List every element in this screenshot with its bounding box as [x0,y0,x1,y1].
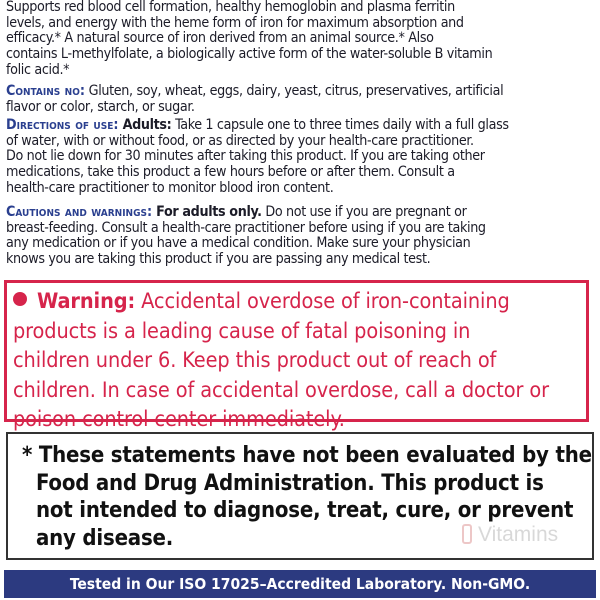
warning-line: children. In case of accidental overdose, call a doctor or [13,377,549,403]
lab-testing-banner: Tested in Our ISO 17025–Accredited Laboratory. Non-GMO. [4,570,596,598]
directions-heading: Directions of use: [6,117,119,133]
contains-no-heading: Contains no: [6,83,85,99]
intro-line: levels, and energy with the heme form of iron for maximum absorption and [6,14,464,31]
cautions-section [6,205,594,268]
contains-no-text: Gluten, soy, wheat, eggs, dairy, yeast, citrus, preservatives, artificial [84,83,504,99]
directions-audience: Adults: [118,117,172,133]
directions-text: of water, with or without food, or as directed by your health-care practitioner. [6,132,474,149]
fda-line: not intended to diagnose, treat, cure, or prevent [36,498,574,523]
intro-line: Supports red blood cell formation, healthy hemoglobin and plasma ferritin [6,0,455,15]
contains-no-text: flavor or color, starch, or sugar. [6,98,195,115]
warning-line: Accidental overdose of iron-containing [135,289,510,314]
warning-line: poison control center immediately. [13,407,345,432]
warning-line: products is a leading cause of fatal poisoning in [13,318,471,344]
watermark-text: Vitamins [478,523,559,546]
warning-line: children under 6. Keep this product out of reach of [13,348,497,373]
fda-line: * These statements have not been evaluated by the [22,443,592,468]
cautions-text: any medication or if you have a medical condition. Make sure your physician [6,235,471,252]
intro-line: contains L-methylfolate, a biologically active form of the water-soluble B vitamin [6,46,493,63]
cautions-text: breast-feeding. Consult a health-care practitioner before using if you are taking [6,219,486,236]
directions-text: medications, take this product a few hours before or after them. Consult a [6,164,455,181]
cautions-text: knows you are taking this product if you are passing any medical test. [6,251,431,268]
warning-box [4,280,589,432]
intro-line: efficacy.* A natural source of iron derived from an animal source.* Also [6,30,434,47]
warning-bullet-icon [13,292,27,306]
warning-label: Warning: [37,289,136,314]
directions-text: Do not lie down for 30 minutes after taking this product. If you are taking other [6,148,485,165]
directions-text: health-care practitioner to monitor blood iron content. [6,179,334,196]
bottle-icon [462,524,472,544]
fda-line: any disease. [36,525,174,551]
cautions-audience: For adults only. [152,204,262,220]
intro-paragraph [6,0,594,79]
cautions-text: Do not use if you are pregnant or [261,204,467,220]
warning-text [13,287,585,435]
fda-line: Food and Drug Administration. This product is [36,470,544,496]
cautions-heading: Cautions and warnings: [6,204,153,220]
intro-line: folic acid.* [6,61,70,78]
retailer-watermark [462,519,592,551]
contains-no-section [6,84,594,115]
directions-section [6,118,594,197]
directions-text: Take 1 capsule one to three times daily with a full glass [171,117,509,133]
